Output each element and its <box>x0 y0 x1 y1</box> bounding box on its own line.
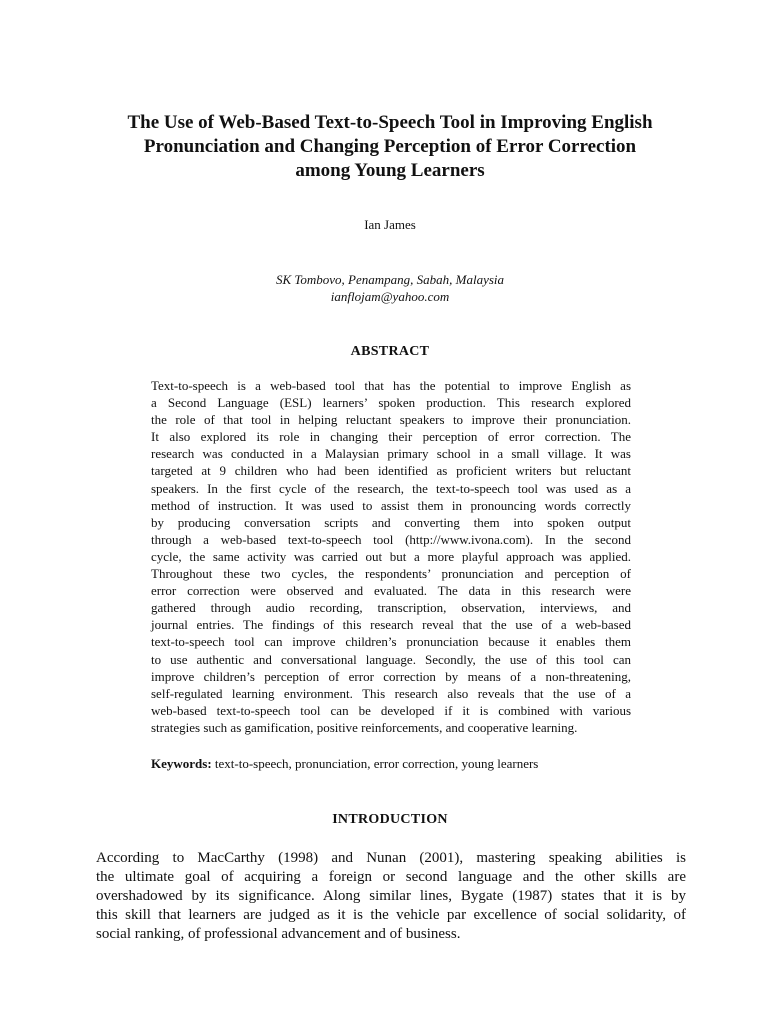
paper-title <box>80 111 700 183</box>
text-line: through a web-based text-to-speech tool (http://www.ivona.com). In the second <box>151 531 631 547</box>
text-line: targeted at 9 children who had been identified as proficient writers but reluctant <box>151 463 631 479</box>
text-line: method of instruction. It was used to assist them in pronouncing words correctly <box>151 497 631 513</box>
introduction-heading: INTRODUCTION <box>332 812 448 827</box>
title-line: The Use of Web-Based Text-to-Speech Tool in Improving English <box>127 112 653 133</box>
introduction-body <box>96 849 686 944</box>
keywords <box>151 755 538 772</box>
text-line: overshadowed by its significance. Along similar lines, Bygate (1987) states that it is by <box>96 888 686 904</box>
text-line: error correction were observed and evaluated. The data in this research were <box>151 583 631 599</box>
text-line: According to MacCarthy (1998) and Nunan (2001), mastering speaking abilities is <box>96 850 686 866</box>
title-line: Pronunciation and Changing Perception of Error Correction <box>143 136 637 157</box>
text-line: cycle, the same activity was carried out but a more playful approach was applied. <box>151 548 631 564</box>
author-email: ianflojam@yahoo.com <box>330 289 450 304</box>
keywords-label: Keywords: <box>151 756 212 771</box>
text-line: self-regulated learning environment. This research also reveals that the use of a <box>151 685 631 701</box>
text-line: the role of that tool in helping reluctant speakers to improve their pronunciation. <box>151 412 631 428</box>
text-line: social ranking, of professional advancement and of business. <box>96 926 461 942</box>
text-line: improve children’s perception of error correction by means of a non-threatening, <box>151 668 631 684</box>
text-line: speakers. In the first cycle of the research, the text-to-speech tool was used as a <box>151 480 631 496</box>
text-line: a Second Language (ESL) learners’ spoken production. This research explored <box>151 395 631 411</box>
text-line: journal entries. The findings of this research reveal that the use of a web-based <box>151 617 631 633</box>
text-line: web-based text-to-speech tool can be developed if it is combined with various <box>151 702 631 718</box>
author-name: Ian James <box>364 217 416 232</box>
text-line: gathered through audio recording, transcription, observation, interviews, and <box>151 600 631 616</box>
text-line: Throughout these two cycles, the respondents’ pronunciation and perception of <box>151 566 631 582</box>
text-line: the ultimate goal of acquiring a foreign or second language and the other skills are <box>96 869 686 885</box>
author-affiliation-block <box>0 271 768 305</box>
keywords-text: text-to-speech, pronunciation, error correction, young learners <box>211 756 539 771</box>
text-line: Text-to-speech is a web-based tool that has the potential to improve English as <box>151 378 631 393</box>
abstract-body <box>151 377 631 736</box>
abstract-heading: ABSTRACT <box>350 344 430 359</box>
text-line: this skill that learners are judged as it is the vehicle par excellence of social solidarity, of <box>96 907 686 923</box>
text-line: by producing conversation scripts and converting them into spoken output <box>151 514 631 530</box>
affiliation: SK Tombovo, Penampang, Sabah, Malaysia <box>275 272 505 287</box>
text-line: research was conducted in a Malaysian primary school in a small village. It was <box>151 446 631 462</box>
text-line: strategies such as gamification, positive reinforcements, and cooperative learning. <box>151 719 578 735</box>
text-line: It also explored its role in changing their perception of error correction. The <box>151 429 631 445</box>
title-line: among Young Learners <box>295 160 485 181</box>
text-line: text-to-speech tool can improve children’s pronunciation because it enables them <box>151 634 631 650</box>
text-line: to use authentic and conversational language. Secondly, the use of this tool can <box>151 651 631 667</box>
